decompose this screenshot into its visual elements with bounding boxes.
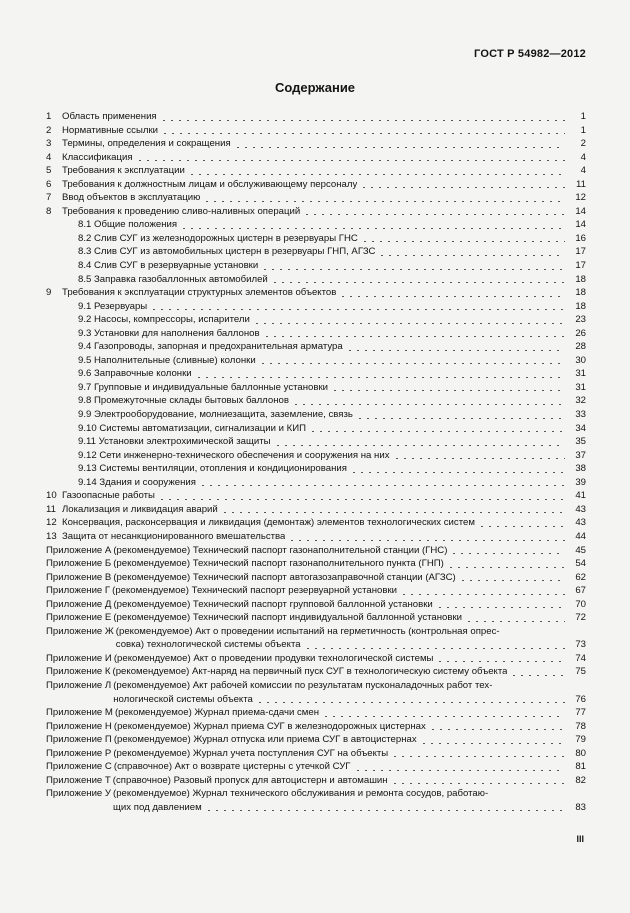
entry-page: 16: [575, 232, 586, 244]
entry-page: 44: [575, 530, 586, 542]
appendix-label: Приложение К: [46, 666, 111, 678]
entry-title: 9.11 Установки электрохимической защиты: [78, 436, 271, 448]
appendix-body: [115, 706, 568, 720]
leader-dots: [356, 418, 565, 419]
toc-entry: [46, 354, 586, 368]
appendix-title: (рекомендуемое) Журнал отпуска или приема СУГ в автоцистернах: [113, 734, 417, 746]
entry-page: 43: [575, 503, 586, 515]
leader-dots: [234, 147, 565, 148]
entry-page: 18: [575, 287, 586, 299]
entry-body: [62, 516, 568, 530]
leader-dots: [136, 160, 565, 161]
leader-dots: [322, 716, 565, 717]
appendix-title: (рекомендуемое) Журнал приема СУГ в железнодорожных цистернах: [113, 720, 426, 732]
entry-page: 4: [580, 151, 586, 163]
appendix-body: [113, 611, 568, 625]
entry-page: 38: [575, 463, 586, 475]
leader-dots: [199, 485, 565, 486]
appendix-page: 80: [575, 747, 586, 759]
leader-dots: [331, 390, 565, 391]
leader-dots: [436, 661, 565, 662]
entry-page: 1: [580, 111, 586, 122]
appendix-body: [113, 598, 568, 612]
entry-number: 2: [46, 124, 52, 136]
entry-body: [78, 462, 568, 476]
appendix-label: Приложение Г: [46, 585, 111, 597]
appendix-page: 74: [575, 652, 586, 664]
appendix-title: (рекомендуемое) Технический паспорт газонаполнительного пункта (ГНП): [113, 558, 444, 570]
entry-title: 9.14 Здания и сооружения: [78, 476, 196, 488]
appendix-label: Приложение У: [46, 788, 112, 800]
appendix-title-line2-row: [116, 638, 586, 652]
appendix-title: (рекомендуемое) Технический паспорт индивидуальной баллонной установки: [113, 612, 463, 624]
appendix-page: 82: [575, 774, 586, 786]
toc-entry: [46, 340, 586, 354]
entry-page: 1: [580, 124, 586, 136]
entry-title: Локализация и ликвидация аварий: [62, 503, 218, 515]
entry-body: [62, 286, 568, 300]
appendix-title: (справочное) Акт о возврате цистерны с утечкой СУГ: [113, 761, 351, 773]
toc-entry: [46, 327, 586, 341]
appendix-label: Приложение Д: [46, 598, 112, 610]
entry-body: [78, 354, 568, 368]
entry-body: [78, 394, 568, 408]
toc-entry: [46, 110, 586, 124]
entry-title: Требования к эксплуатации: [62, 165, 185, 177]
entry-body: [78, 259, 568, 273]
appendix-title: (рекомендуемое) Технический паспорт групповой баллонной установки: [113, 598, 433, 610]
entry-title: 8.2 Слив СУГ из железнодорожных цистерн в резервуары ГНС: [78, 232, 358, 244]
appendix-label: Приложение Е: [46, 612, 112, 624]
toc-appendix: [46, 747, 586, 761]
leader-dots: [450, 553, 565, 554]
appendix-page: 75: [575, 666, 586, 678]
entry-title: Требования к должностным лицам и обслуживающему персоналу: [62, 178, 358, 190]
entry-body: [78, 367, 568, 381]
leader-dots: [391, 783, 565, 784]
entry-body: [116, 638, 568, 652]
toc-appendix: [46, 760, 586, 774]
entry-page: 33: [575, 409, 586, 421]
entry-page: 31: [575, 381, 586, 393]
entry-title: Требования к проведению сливо-наливных операций: [62, 205, 301, 217]
entry-number: 1: [46, 111, 52, 122]
leader-dots: [339, 296, 565, 297]
toc-entry: [46, 273, 586, 287]
toc-entry: [46, 422, 586, 436]
entry-page: 34: [575, 422, 586, 434]
entry-body: [78, 449, 568, 463]
toc-appendix: [46, 598, 586, 612]
appendix-page: 62: [575, 571, 586, 583]
leader-dots: [161, 133, 565, 134]
appendix-body: [113, 747, 568, 761]
leader-dots: [447, 567, 565, 568]
leader-dots: [420, 743, 565, 744]
entry-body: [62, 205, 568, 219]
entry-title: Газоопасные работы: [62, 490, 155, 502]
toc-appendix: [46, 571, 586, 585]
entry-title: 9.6 Заправочные колонки: [78, 368, 192, 380]
entry-body: [78, 218, 568, 232]
entry-body: [78, 381, 568, 395]
entry-title: 9.9 Электрооборудование, молниезащита, заземление, связь: [78, 409, 353, 421]
appendix-label: Приложение Л: [46, 679, 112, 691]
entry-body: [62, 164, 568, 178]
toc-entry: [46, 435, 586, 449]
entry-page: 41: [575, 490, 586, 502]
entry-page: 23: [575, 314, 586, 326]
entry-body: [62, 124, 568, 138]
appendix-body: [113, 571, 568, 585]
toc-entry: [46, 300, 586, 314]
leader-dots: [459, 580, 565, 581]
toc-appendix: [46, 584, 586, 598]
leader-dots: [350, 472, 565, 473]
entry-page: 18: [575, 273, 586, 285]
appendix-label: Приложение С: [46, 761, 112, 773]
appendix-label: Приложение П: [46, 734, 112, 746]
appendix-page: 70: [575, 598, 586, 610]
leader-dots: [263, 336, 565, 337]
toc-appendix: [46, 733, 586, 747]
toc-appendix: [46, 652, 586, 666]
entry-title: Область применения: [62, 111, 157, 122]
leader-dots: [292, 404, 565, 405]
leader-dots: [274, 445, 565, 446]
leader-dots: [436, 607, 565, 608]
leader-dots: [303, 214, 565, 215]
entry-body: [78, 273, 568, 287]
appendix-title: (рекомендуемое) Журнал приема-сдачи смен: [114, 707, 320, 719]
entry-title: Консервация, расконсервация и ликвидация (демонтаж) элементов технологических систем: [62, 517, 475, 529]
appendix-body: [113, 787, 586, 814]
appendix-page: 45: [575, 544, 586, 556]
appendix-body: [114, 733, 568, 747]
entry-page: 4: [580, 165, 586, 177]
entry-page: 32: [575, 395, 586, 407]
entry-body: [78, 435, 568, 449]
entry-page: 12: [575, 192, 586, 204]
entry-body: [62, 178, 568, 192]
leader-dots: [188, 174, 565, 175]
appendix-body: [113, 679, 586, 706]
appendix-label: Приложение М: [46, 707, 113, 719]
toc-appendix: [46, 665, 586, 679]
appendix-page: 73: [575, 639, 586, 651]
leader-dots: [378, 255, 565, 256]
entry-title: 9.8 Промежуточные склады бытовых баллонов: [78, 395, 289, 407]
appendix-title-line2: совка) технологической системы объекта: [115, 639, 301, 651]
appendix-body: [114, 652, 568, 666]
entry-title: 8.1 Общие положения: [78, 219, 178, 231]
leader-dots: [150, 309, 565, 310]
leader-dots: [205, 810, 565, 811]
entry-page: 14: [575, 219, 586, 231]
leader-dots: [195, 377, 565, 378]
appendix-body: [113, 544, 568, 558]
appendix-title: (справочное) Разовый пропуск для автоцистерн и автомашин: [112, 774, 388, 786]
leader-dots: [261, 269, 565, 270]
appendix-title-line1: (рекомендуемое) Акт рабочей комиссии по результатам пусконаладочных работ тех-: [113, 679, 493, 691]
entry-page: 17: [575, 260, 586, 272]
toc-entry: [46, 164, 586, 178]
appendix-label: Приложение И: [46, 652, 112, 664]
entry-page: 37: [575, 449, 586, 461]
entry-page: 43: [575, 517, 586, 529]
toc-entry: [46, 205, 586, 219]
entry-number: 3: [46, 138, 52, 150]
leader-dots: [158, 499, 565, 500]
entry-number: 7: [46, 192, 52, 204]
appendix-title-line2: щих под давлением: [113, 801, 202, 813]
entry-body: [78, 327, 568, 341]
table-of-contents: [46, 110, 586, 814]
toc-entry: [46, 503, 586, 517]
appendix-body: [114, 760, 568, 774]
entry-title: 8.5 Заправка газобаллонных автомобилей: [78, 273, 268, 285]
entry-title: 9.1 Резервуары: [78, 300, 148, 312]
toc-entry: [46, 367, 586, 381]
appendix-label: Приложение Н: [46, 720, 112, 732]
entry-title: 9.12 Сети инженерно-технического обеспечения и сооружения на них: [78, 449, 390, 461]
entry-title: Классификация: [62, 151, 133, 163]
entry-page: 14: [575, 205, 586, 217]
leader-dots: [160, 120, 565, 121]
leader-dots: [391, 756, 565, 757]
toc-appendix: [46, 774, 586, 788]
entry-body: [78, 313, 568, 327]
entry-title: Нормативные ссылки: [62, 124, 159, 136]
toc-appendix: [46, 625, 586, 652]
entry-page: 26: [575, 327, 586, 339]
entry-number: 12: [46, 517, 57, 529]
appendix-label: Приложение Ж: [46, 625, 114, 637]
leader-dots: [288, 540, 565, 541]
entry-title: 8.3 Слив СУГ из автомобильных цистерн в резервуары ГНП, АГЗС: [78, 246, 376, 258]
toc-entry: [46, 516, 586, 530]
appendix-label: Приложение Б: [46, 558, 112, 570]
leader-dots: [256, 702, 565, 703]
leader-dots: [180, 228, 565, 229]
appendix-title-line1: (рекомендуемое) Акт о проведении испытаний на герметичность (контрольная опрес-: [115, 625, 500, 637]
leader-dots: [354, 770, 566, 771]
document-header: ГОСТ Р 54982—2012: [474, 48, 586, 60]
appendix-title: (рекомендуемое) Журнал учета поступления СУГ на объекты: [113, 747, 389, 759]
entry-body: [113, 801, 568, 815]
appendix-page: 83: [575, 801, 586, 813]
leader-dots: [253, 323, 565, 324]
entry-body: [62, 110, 568, 124]
leader-dots: [400, 594, 565, 595]
toc-entry: [46, 449, 586, 463]
entry-title: 8.4 Слив СУГ в резервуарные установки: [78, 260, 259, 272]
entry-number: 5: [46, 165, 52, 177]
appendix-body: [114, 720, 568, 734]
appendix-title-line1: (рекомендуемое) Журнал технического обслуживания и ремонта сосудов, работаю-: [113, 788, 489, 800]
toc-entry: [46, 462, 586, 476]
appendix-body: [113, 665, 568, 679]
leader-dots: [510, 675, 565, 676]
toc-appendix: [46, 720, 586, 734]
appendix-page: 76: [575, 693, 586, 705]
appendix-page: 77: [575, 707, 586, 719]
entry-body: [62, 503, 568, 517]
entry-body: [62, 530, 568, 544]
page-number: III: [576, 834, 584, 844]
appendix-label: Приложение Р: [46, 747, 112, 759]
appendix-label: Приложение А: [46, 544, 112, 556]
entry-number: 4: [46, 151, 52, 163]
appendix-body: [113, 557, 568, 571]
appendix-label: Приложение Т: [46, 774, 111, 786]
entry-body: [62, 137, 568, 151]
appendix-title: (рекомендуемое) Технический паспорт резервуарной установки: [112, 585, 398, 597]
toc-entry: [46, 218, 586, 232]
entry-body: [78, 300, 568, 314]
toc-appendix: [46, 679, 586, 706]
entry-title: Защита от несанкционированного вмешательства: [62, 530, 286, 542]
entry-page: 17: [575, 246, 586, 258]
page-title: Содержание: [274, 80, 356, 95]
appendix-title-line2-row: [113, 693, 586, 707]
appendix-page: 81: [575, 761, 586, 773]
entry-title: Термины, определения и сокращения: [62, 138, 231, 150]
leader-dots: [309, 431, 565, 432]
entry-page: 31: [575, 368, 586, 380]
leader-dots: [478, 526, 565, 527]
entry-page: 39: [575, 476, 586, 488]
entry-body: [78, 232, 568, 246]
entry-title: 9.10 Системы автоматизации, сигнализации и КИП: [78, 422, 307, 434]
toc-entry: [46, 286, 586, 300]
appendix-page: 67: [575, 585, 586, 597]
entry-title: 9.3 Установки для наполнения баллонов: [78, 327, 260, 339]
toc-entry: [46, 232, 586, 246]
entry-title: Ввод объектов в эксплуатацию: [62, 192, 201, 204]
appendix-page: 79: [575, 734, 586, 746]
toc-entry: [46, 137, 586, 151]
entry-number: 13: [46, 530, 57, 542]
toc-entry: [46, 394, 586, 408]
appendix-title: (рекомендуемое) Акт-наряд на первичный пуск СУГ в технологическую систему объекта: [112, 666, 508, 678]
leader-dots: [429, 729, 565, 730]
entry-number: 6: [46, 178, 52, 190]
entry-title: 9.5 Наполнительные (сливные) колонки: [78, 354, 256, 366]
toc-appendix: [46, 544, 586, 558]
appendix-title: (рекомендуемое) Технический паспорт газонаполнительной станции (ГНС): [113, 544, 448, 556]
leader-dots: [360, 187, 565, 188]
appendix-title-line2: нологической системы объекта: [113, 693, 253, 705]
entry-page: 2: [580, 138, 586, 150]
leader-dots: [271, 282, 565, 283]
entry-title: 9.7 Групповые и индивидуальные баллонные установки: [78, 381, 329, 393]
entry-title: 9.4 Газопроводы, запорная и предохранительная арматура: [78, 341, 343, 353]
entry-page: 28: [575, 341, 586, 353]
appendix-page: 54: [575, 558, 586, 570]
toc-entry: [46, 408, 586, 422]
leader-dots: [346, 350, 565, 351]
toc-entry: [46, 191, 586, 205]
entry-body: [62, 191, 568, 205]
entry-body: [78, 476, 568, 490]
toc-appendix: [46, 706, 586, 720]
toc-entry: [46, 489, 586, 503]
toc-entry: [46, 151, 586, 165]
entry-title: 9.13 Системы вентиляции, отопления и кондиционирования: [78, 463, 347, 475]
toc-appendix: [46, 787, 586, 814]
entry-number: 8: [46, 205, 52, 217]
entry-page: 11: [576, 178, 586, 190]
entry-body: [62, 151, 568, 165]
appendix-title-line2-row: [113, 801, 586, 815]
toc-entry: [46, 124, 586, 138]
toc-entry: [46, 259, 586, 273]
appendix-title: (рекомендуемое) Акт о проведении продувки технологической системы: [113, 652, 434, 664]
entry-body: [113, 693, 568, 707]
leader-dots: [203, 201, 565, 202]
entry-page: 35: [575, 436, 586, 448]
entry-page: 30: [575, 354, 586, 366]
toc-appendix: [46, 611, 586, 625]
leader-dots: [259, 363, 565, 364]
toc-appendix: [46, 557, 586, 571]
toc-entry: [46, 530, 586, 544]
appendix-title: (рекомендуемое) Технический паспорт автогазозаправочной станции (АГЗС): [113, 571, 456, 583]
entry-body: [78, 408, 568, 422]
entry-body: [78, 422, 568, 436]
toc-entry: [46, 178, 586, 192]
toc-entry: [46, 245, 586, 259]
toc-entry: [46, 476, 586, 490]
appendix-page: 72: [575, 612, 586, 624]
entry-page: 18: [575, 300, 586, 312]
entry-body: [78, 340, 568, 354]
leader-dots: [221, 512, 565, 513]
appendix-body: [116, 625, 586, 652]
entry-number: 9: [46, 287, 52, 299]
entry-number: 11: [46, 503, 56, 515]
leader-dots: [465, 621, 565, 622]
leader-dots: [393, 458, 565, 459]
appendix-body: [113, 774, 568, 788]
appendix-label: Приложение В: [46, 571, 112, 583]
appendix-body: [112, 584, 568, 598]
entry-title: Требования к эксплуатации структурных элементов объектов: [62, 287, 337, 299]
appendix-page: 78: [575, 720, 586, 732]
entry-body: [62, 489, 568, 503]
toc-entry: [46, 313, 586, 327]
entry-number: 10: [46, 490, 57, 502]
entry-title: 9.2 Насосы, компрессоры, испарители: [78, 314, 250, 326]
leader-dots: [304, 648, 565, 649]
entry-body: [78, 245, 568, 259]
leader-dots: [361, 241, 565, 242]
toc-entry: [46, 381, 586, 395]
